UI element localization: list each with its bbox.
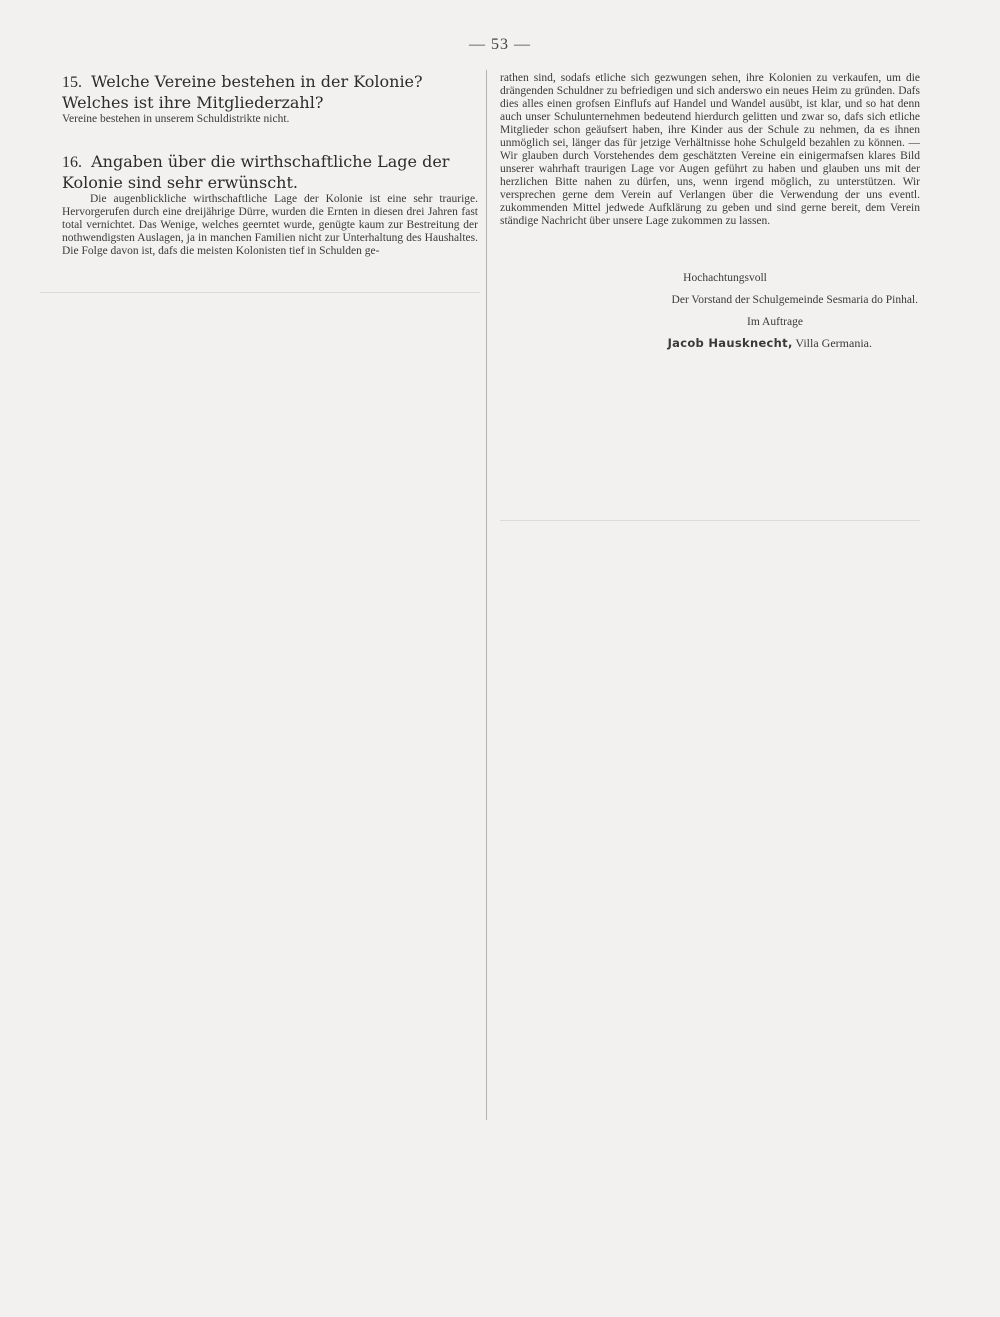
- column-divider: [486, 70, 487, 1120]
- bleed-through-rule: [500, 520, 920, 521]
- signature-on-behalf: Im Auftrage: [747, 316, 803, 328]
- page-number: — 53 —: [469, 36, 531, 53]
- question-16-text: Angaben über die wirthschaftliche Lage der Kolonie sind sehr erwünscht.: [62, 152, 450, 192]
- answer-16: Die augenblickliche wirthschaftliche Lage der Kolonie ist eine sehr traurige. Hervorgerufen durch eine dreijährige Dürre, wurden die Ernten in diesen drei Jahren fast total vernichtet. Das Wenige, welches geerntet wurde, genügte kaum zur Bestreitung der nothwendigsten Auslagen, ja in manchen Familien nicht zur Unterhaltung des Haushaltes. Die Folge davon ist, dafs die meisten Kolonisten tief in Schulden ge-: [62, 193, 478, 257]
- signatory-name: Jacob Hausknecht,: [667, 336, 793, 350]
- right-column: [500, 72, 920, 350]
- left-column: [62, 72, 478, 258]
- signatory-place: Villa Germania.: [795, 336, 872, 350]
- question-15-text: Welche Vereine bestehen in der Kolonie? Welches ist ihre Mitgliederzahl?: [62, 72, 423, 112]
- signatory: [500, 336, 920, 350]
- question-15: [62, 72, 478, 113]
- closing-salutation: Hochachtungsvoll: [683, 272, 767, 284]
- question-16-number: 16.: [62, 154, 82, 171]
- question-15-number: 15.: [62, 74, 82, 91]
- bleed-through-rule: [40, 292, 480, 293]
- signature-organization: Der Vorstand der Schulgemeinde Sesmaria do Pinhal.: [671, 294, 918, 306]
- question-16: [62, 152, 478, 193]
- answer-15: Vereine bestehen in unserem Schuldistrikte nicht.: [62, 113, 290, 125]
- continuation-paragraph: rathen sind, sodafs etliche sich gezwungen sehen, ihre Kolonien zu verkaufen, um die drängenden Schuldner zu befriedigen und sich anderswo ein neues Heim zu gründen. Dafs dies alles einen grofsen Einflufs auf Handel und Wandel ausübt, ist klar, und so hat denn auch unser Schulunternehmen bedeutend hierdurch gelitten und zwar so, dafs sich etliche Mitglieder schon geäufsert haben, ihre Kinder aus der Schule zu nehmen, da es ihnen unmöglich sei, länger das für jetzige Verhältnisse hohe Schulgeld bezahlen zu können. — Wir glauben durch Vorstehendes dem geschätzten Vereine ein einigermafsen klares Bild unserer wahrhaft traurigen Lage vor Augen geführt zu haben und glauben uns mit der herzlichen Bitte nahen zu dürfen, uns, wenn irgend möglich, zu unterstützen. Wir versprechen gerne dem Verein auf Verlangen über die Verwendung der uns eventl. zukommenden Mittel jedwede Aufklärung zu geben und sind gerne bereit, dem Verein ständige Nachricht über unsere Lage zukommen zu lassen.: [500, 72, 920, 227]
